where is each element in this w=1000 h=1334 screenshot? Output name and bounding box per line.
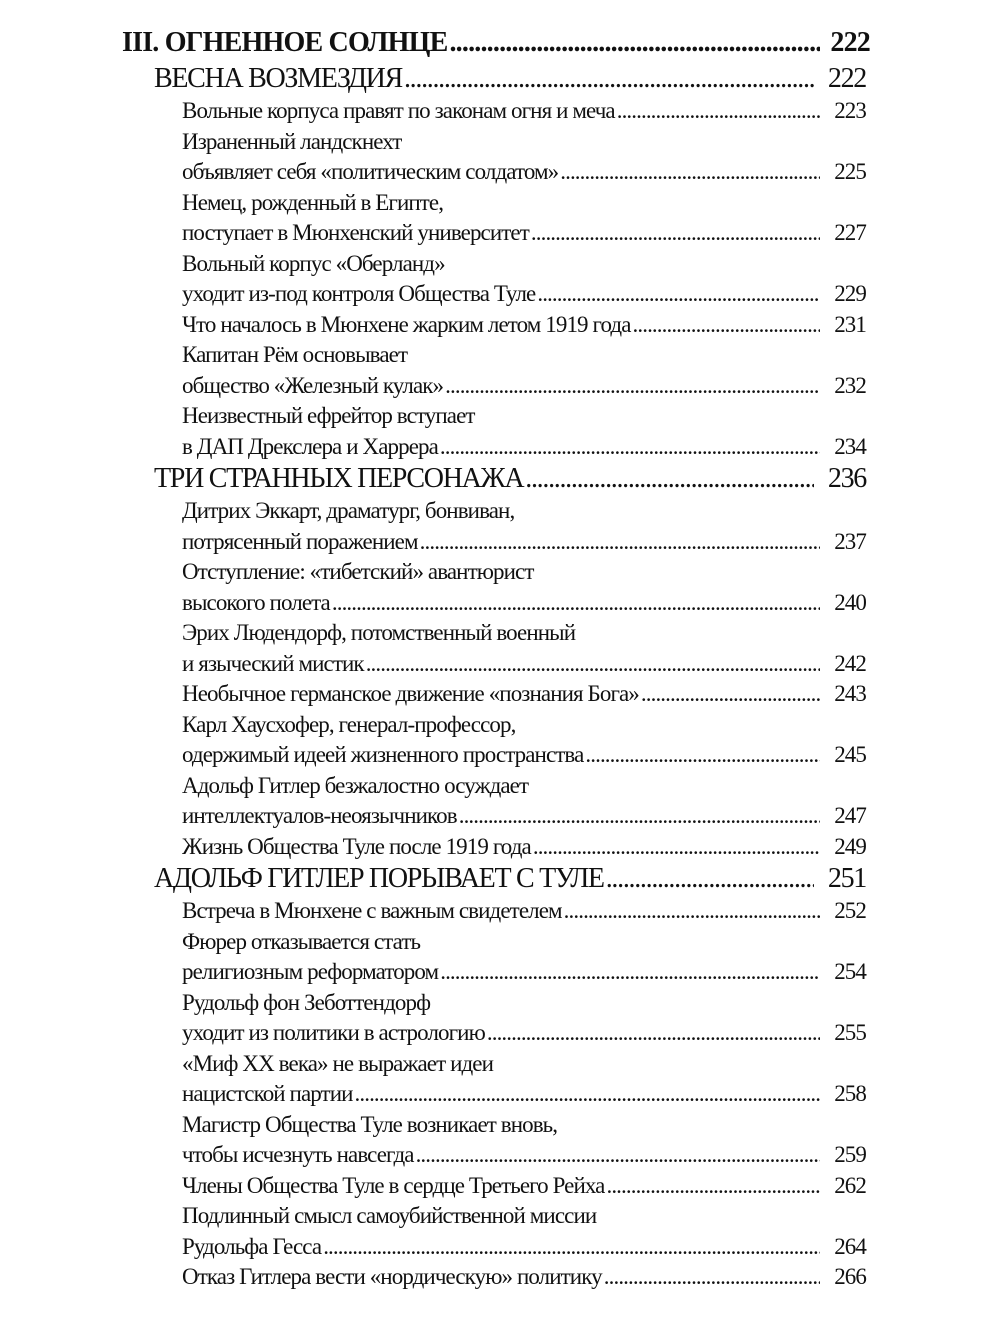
entry-page-number: 247 [834,803,866,828]
toc-entry [182,157,866,188]
part-title: III. ОГНЕННОЕ СОЛНЦЕ [122,27,448,58]
entry-title-line: Подлинный смысл самоубийственной миссии [182,1203,597,1228]
entry-title: высокого полета [182,589,330,615]
dot-leader [564,896,820,927]
entry-title: Рудольфа Гесса [182,1233,322,1259]
entry-title: поступает в Мюнхенский университет [182,220,529,245]
entry-page-number: 225 [834,159,866,184]
entry-title-line: Дитрих Эккарт, драматург, бонвиван, [182,498,515,523]
dot-leader [445,371,820,402]
entry-title: Отказ Гитлера вести «нордическую» политику [182,1264,602,1289]
dot-leader [355,1079,820,1110]
toc-entry [182,1232,866,1263]
entry-page-number: 245 [834,742,866,767]
entry-title-line: Магистр Общества Туле возникает вновь, [182,1111,558,1137]
entry-title-line: Неизвестный ефрейтор вступает [182,403,475,428]
entry-title: чтобы исчезнуть навсегда [182,1142,414,1167]
entry-title: одержимый идеей жизненного пространства [182,742,584,767]
entry-page-number: 223 [834,98,866,123]
dot-leader [416,1140,820,1171]
entry-title: Жизнь Общества Туле после 1919 года [182,833,531,859]
dot-leader [531,218,820,249]
entry-page-number: 259 [834,1142,866,1167]
entry-page-number: 242 [834,650,866,676]
toc-entry [182,371,866,402]
toc-entry [182,1079,866,1110]
entry-page-number: 229 [834,281,866,306]
entry-page-number: 258 [834,1081,866,1106]
dot-leader [585,740,820,771]
entry-title: нацистской партии [182,1081,353,1106]
chapter-heading [154,62,866,96]
entry-title: объявляет себя «политическим солдатом» [182,159,559,184]
dot-leader [366,649,820,680]
chapter-title: АДОЛЬФ ГИТЛЕР ПОРЫВАЕТ С ТУЛЕ [154,863,604,894]
dot-leader [440,957,820,988]
toc-entry [182,649,866,680]
entry-title: Вольные корпуса правят по законам огня и меча [182,98,615,123]
dot-leader [533,832,820,863]
entry-page-number: 249 [834,833,866,859]
entry-title: потрясенный поражением [182,528,418,554]
toc-entry [182,96,866,127]
chapter-page-number: 236 [827,463,866,494]
entry-page-number: 237 [834,528,866,554]
entry-title-line: Фюрер отказывается стать [182,928,421,954]
entry-title: религиозным реформатором [182,959,439,984]
entry-title: Встреча в Мюнхене с важным свидетелем [182,898,562,923]
dot-leader [604,1262,820,1293]
toc-entry [182,310,866,341]
dot-leader [487,1018,820,1049]
entry-title-line: Израненный ландскнехт [182,128,402,154]
dot-leader [606,1171,820,1202]
dot-leader [617,96,820,127]
dot-leader [537,279,820,310]
entry-title-line: Капитан Рём основывает [182,342,408,367]
entry-title-line: Отступление: «тибетский» авантюрист [182,559,534,584]
toc-entry [182,588,866,619]
toc-entry [182,679,866,710]
entry-page-number: 240 [834,589,866,615]
dot-leader [641,679,820,710]
part-page-number: 222 [830,27,870,58]
toc-entry [182,1018,866,1049]
toc-entry [182,527,866,558]
entry-title: Члены Общества Туле в сердце Третьего Рейха [182,1172,605,1198]
entry-title: в ДАП Дрекслера и Харрера [182,433,438,459]
entry-title: и языческий мистик [182,650,364,676]
dot-leader [560,157,820,188]
chapter-title: ВЕСНА ВОЗМЕЗДИЯ [154,63,402,94]
toc-entry [182,279,866,310]
entry-page-number: 252 [834,898,866,923]
toc-entry [182,432,866,463]
dot-leader [606,862,814,896]
toc-entry [182,218,866,249]
chapter-entries [182,896,866,1293]
entry-page-number: 243 [834,681,866,706]
dot-leader [633,310,820,341]
entry-title-line: Немец, рожденный в Египте, [182,189,444,215]
chapter-entries [182,96,866,462]
entry-title: Что началось в Мюнхене жарким летом 1919 года [182,311,631,337]
entry-page-number: 254 [834,959,866,984]
entry-page-number: 264 [834,1233,866,1259]
toc-entry [182,896,866,927]
toc-entry [182,832,866,863]
entry-title: Необычное германское движение «познания Бога» [182,681,639,706]
chapter-page-number: 251 [827,863,866,894]
chapter-entries [182,496,866,862]
entry-title-line: Карл Хаусхофер, генерал-профессор, [182,711,516,737]
entry-title-line: «Миф XX века» не выражает идеи [182,1050,494,1076]
entry-page-number: 266 [834,1264,866,1289]
dot-leader [440,432,820,463]
dot-leader [420,527,820,558]
toc-entry [182,1262,866,1293]
entry-title-line: Вольный корпус «Оберланд» [182,250,445,276]
entry-page-number: 227 [834,220,866,245]
entry-title: интеллектуалов-неоязычников [182,803,457,828]
entry-page-number: 231 [834,311,866,337]
entry-page-number: 262 [834,1172,866,1198]
toc-entry [182,1140,866,1171]
dot-leader [323,1232,820,1263]
toc-entry [182,1171,866,1202]
entry-page-number: 232 [834,372,866,398]
dot-leader [525,462,814,496]
entry-title-line: Эрих Людендорф, потомственный военный [182,620,576,645]
chapter-heading [154,862,866,896]
part-heading [122,24,870,62]
entry-title: уходит из-под контроля Общества Туле [182,281,536,306]
entry-page-number: 234 [834,433,866,459]
toc-entry [182,740,866,771]
entry-title-line: Рудольф фон Зеботтендорф [182,989,431,1015]
dot-leader [332,588,820,619]
chapter-page-number: 222 [827,63,866,94]
entry-title-line: Адольф Гитлер безжалостно осуждает [182,772,529,798]
entry-title: общество «Железный кулак» [182,372,444,398]
dot-leader [459,801,820,832]
entry-title: уходит из политики в астрологию [182,1020,485,1045]
dot-leader [404,62,814,96]
toc-entry [182,801,866,832]
dot-leader [449,24,820,62]
entry-page-number: 255 [834,1020,866,1045]
table-of-contents [0,24,1000,1293]
toc-entry [182,957,866,988]
chapter-heading [154,462,866,496]
chapter-title: ТРИ СТРАННЫХ ПЕРСОНАЖА [154,463,524,494]
